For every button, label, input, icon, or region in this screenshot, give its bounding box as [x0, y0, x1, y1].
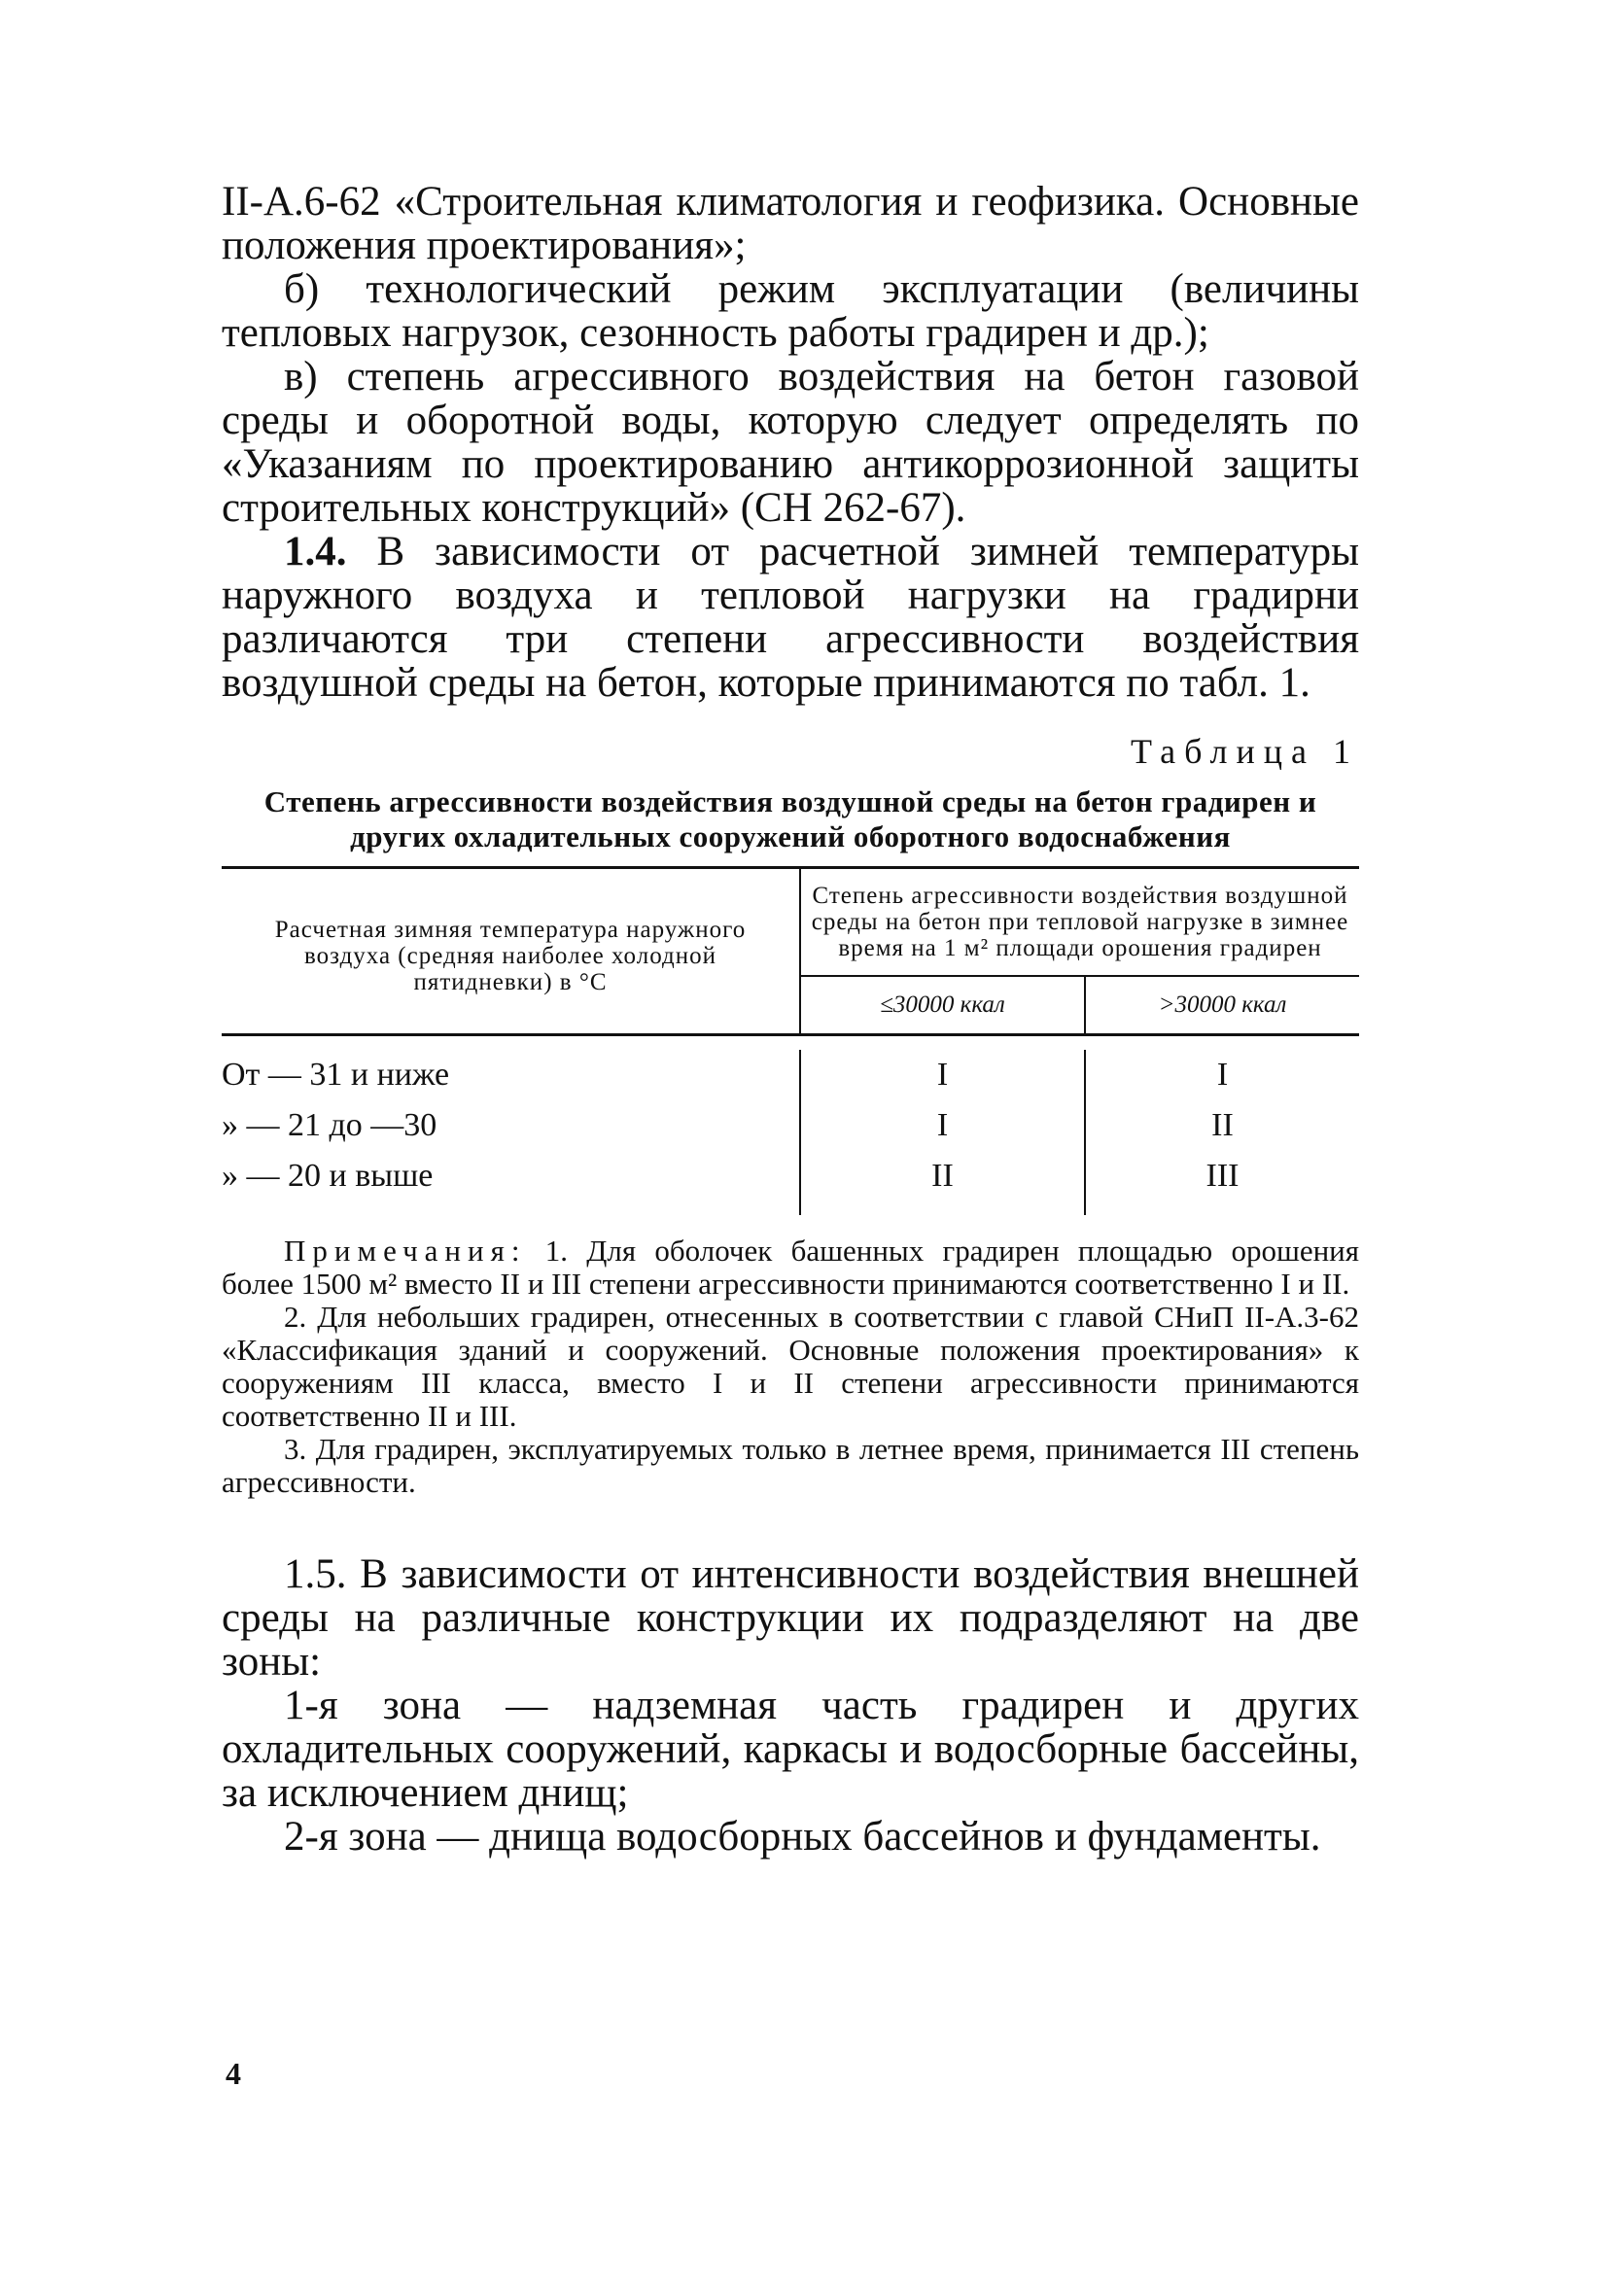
header-degree: Степень агрессивности воздействия воздушной среды на бетон при тепловой нагрузке в зимнее время на 1 м² площади орошения градирен [800, 868, 1359, 977]
table-title: Степень агрессивности воздействия воздушной среды на бетон градирен и других охладительных сооружений оборотного водоснабжения [263, 784, 1317, 853]
page-content [222, 180, 1359, 1859]
paragraph-item-v: в) степень агрессивного воздействия на бетон газовой среды и оборотной воды, которую следует определять по «Указаниям по проектированию антикоррозионной защиты строительных конструкций» (СН 262-67). [222, 354, 1359, 531]
paragraph-zone-2: 2-я зона — днища водосборных бассейнов и фундаменты. [284, 1814, 1321, 1860]
paragraph-zone-1: 1-я зона — надземная часть градирен и других охладительных сооружений, каркасы и водосборные бассейны, за исключением днищ; [222, 1683, 1359, 1816]
note-1 [222, 1235, 1359, 1301]
note-2: 2. Для небольших градирен, отнесенных в соответствии с главой СНиП II-А.3-62 «Классификация зданий и сооружений. Основные положения проектирования» к сооружениям III класса, вместо I и II степени агрессивности принимаются соответственно II и III. [222, 1300, 1359, 1433]
note-3: 3. Для градирен, эксплуатируемых только в летнее время, принимается III степень агрессивности. [222, 1432, 1359, 1499]
paragraph-1-5-text: В зависимости от интенсивности воздействия внешней среды на различные конструкции их подразделяют на две зоны: [222, 1551, 1359, 1685]
table-row [222, 1050, 1359, 1100]
table-row [222, 1151, 1359, 1201]
row-label: » — 20 и выше [222, 1158, 434, 1194]
aggressiveness-table [222, 866, 1359, 1215]
row-value-high: II [1085, 1100, 1359, 1151]
paragraph-continuation: II-А.6-62 «Строительная климатология и геофизика. Основные положения проектирования»; [222, 179, 1359, 268]
paragraph-item-b: б) технологический режим эксплуатации (величины тепловых нагрузок, сезонность работы градирен и др.); [222, 266, 1359, 356]
table-notes [222, 1235, 1359, 1499]
section-number: 1.4. [284, 529, 347, 574]
note-1-text: 1. Для оболочек башенных градирен площадью орошения более 1500 м² вместо II и III степени агрессивности принимаются соответственно I и II. [222, 1234, 1360, 1301]
table-caption: Таблица 1 [1131, 732, 1359, 771]
header-load-low: ≤30000 ккал [800, 976, 1085, 1035]
page-number: 4 [226, 2056, 241, 2091]
header-temperature: Расчетная зимняя температура наружного воздуха (средняя наиболее холодной пятидневки) в °С [222, 868, 800, 1035]
row-label: » — 21 до —30 [222, 1107, 437, 1143]
paragraph-1-4 [222, 530, 1359, 705]
notes-heading: Примечания: [284, 1234, 527, 1268]
paragraph-1-4-text: В зависимости от расчетной зимней температуры наружного воздуха и тепловой нагрузки на градирни различаются три степени агрессивности воздействия воздушной среды на бетон, которые принимаются по табл. 1. [222, 529, 1359, 706]
paragraph-1-5 [222, 1552, 1359, 1684]
row-value-low: II [800, 1151, 1085, 1201]
row-value-high: I [1085, 1050, 1359, 1100]
section-number: 1.5. [284, 1551, 347, 1597]
row-value-high: III [1085, 1151, 1359, 1201]
row-value-low: I [800, 1050, 1085, 1100]
table-row [222, 1100, 1359, 1151]
row-label: От — 31 и ниже [222, 1057, 450, 1093]
header-load-high: >30000 ккал [1085, 976, 1359, 1035]
row-value-low: I [800, 1100, 1085, 1151]
